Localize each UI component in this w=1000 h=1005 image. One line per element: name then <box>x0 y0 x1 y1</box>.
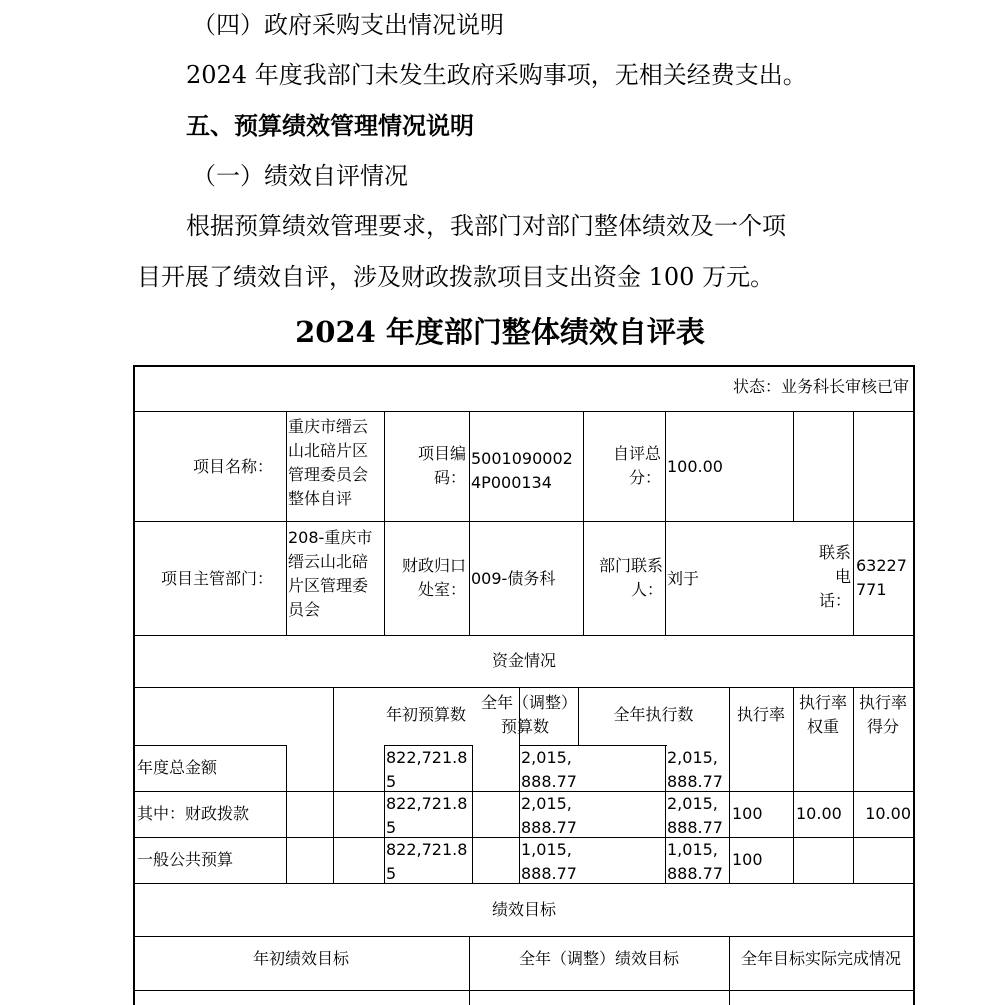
finance-office-label: 财政归口处室： <box>401 556 466 599</box>
col-initial-budget: 年初预算数 <box>385 705 466 724</box>
row-executed: 2,015,888.77 <box>667 748 723 791</box>
row-initial: 822,721.85 <box>386 748 468 791</box>
phone-label: 联系电话： <box>818 543 851 610</box>
col-exec-rate: 执行率 <box>736 705 785 724</box>
row-adjusted: 2,015,888.77 <box>521 794 577 837</box>
dept-value: 208-重庆市缙云山北碚片区管理委员会 <box>288 528 373 619</box>
perf-header: 绩效目标 <box>491 900 556 919</box>
row-initial: 822,721.85 <box>386 840 468 883</box>
row-initial: 822,721.85 <box>386 794 468 837</box>
row-executed: 1,015,888.77 <box>667 840 723 883</box>
project-code-value: 50010900024P000134 <box>471 449 573 492</box>
row-label: 年度总金额 <box>137 758 218 777</box>
section5-text-line2: 目开展了绩效自评，涉及财政拨款项目支出资金 100 万元。 <box>137 263 775 291</box>
row-adjusted: 1,015,888.77 <box>521 840 577 883</box>
perf-col-initial: 年初绩效目标 <box>252 949 349 968</box>
col-adjusted-budget: 全年（调整）预算数 <box>480 693 569 736</box>
col-exec-weight: 执行率权重 <box>798 693 847 736</box>
section4-subheading: （四）政府采购支出情况说明 <box>192 11 504 39</box>
row-rate: 100 <box>732 850 763 869</box>
perf-col-actual: 全年目标实际完成情况 <box>740 949 901 968</box>
dept-label: 项目主管部门： <box>160 569 273 588</box>
phone-value: 63227771 <box>856 556 907 599</box>
row-weight: 10.00 <box>796 804 842 823</box>
project-name-label: 项目名称： <box>192 457 273 476</box>
table-title: 2024 年度部门整体绩效自评表 <box>295 315 705 349</box>
contact-value: 刘于 <box>667 569 700 588</box>
project-code-label: 项目编码： <box>417 444 466 487</box>
self-score-value: 100.00 <box>667 457 723 476</box>
section4-text: 2024 年度我部门未发生政府采购事项，无相关经费支出。 <box>186 61 807 89</box>
contact-label: 部门联系人： <box>598 556 663 599</box>
funds-header: 资金情况 <box>491 651 556 670</box>
col-exec-score: 执行率得分 <box>858 693 907 736</box>
section5-text-line1: 根据预算绩效管理要求，我部门对部门整体绩效及一个项 <box>186 212 786 240</box>
status-text: 状态：业务科长审核已审 <box>732 377 909 396</box>
section5-subheading: （一）绩效自评情况 <box>192 162 408 190</box>
row-executed: 2,015,888.77 <box>667 794 723 837</box>
row-adjusted: 2,015,888.77 <box>521 748 577 791</box>
row-score: 10.00 <box>865 804 911 823</box>
row-label: 其中：财政拨款 <box>137 804 250 823</box>
perf-col-adjusted: 全年（调整）绩效目标 <box>518 949 679 968</box>
self-score-label: 自评总分： <box>612 444 661 487</box>
finance-office-value: 009-债务科 <box>471 569 556 588</box>
row-label: 一般公共预算 <box>137 850 234 869</box>
col-executed: 全年执行数 <box>613 705 694 724</box>
row-rate: 100 <box>732 804 763 823</box>
project-name-value: 重庆市缙云山北碚片区管理委员会整体自评 <box>288 417 369 508</box>
section5-heading: 五、预算绩效管理情况说明 <box>186 112 474 140</box>
self-evaluation-table <box>133 365 915 1005</box>
